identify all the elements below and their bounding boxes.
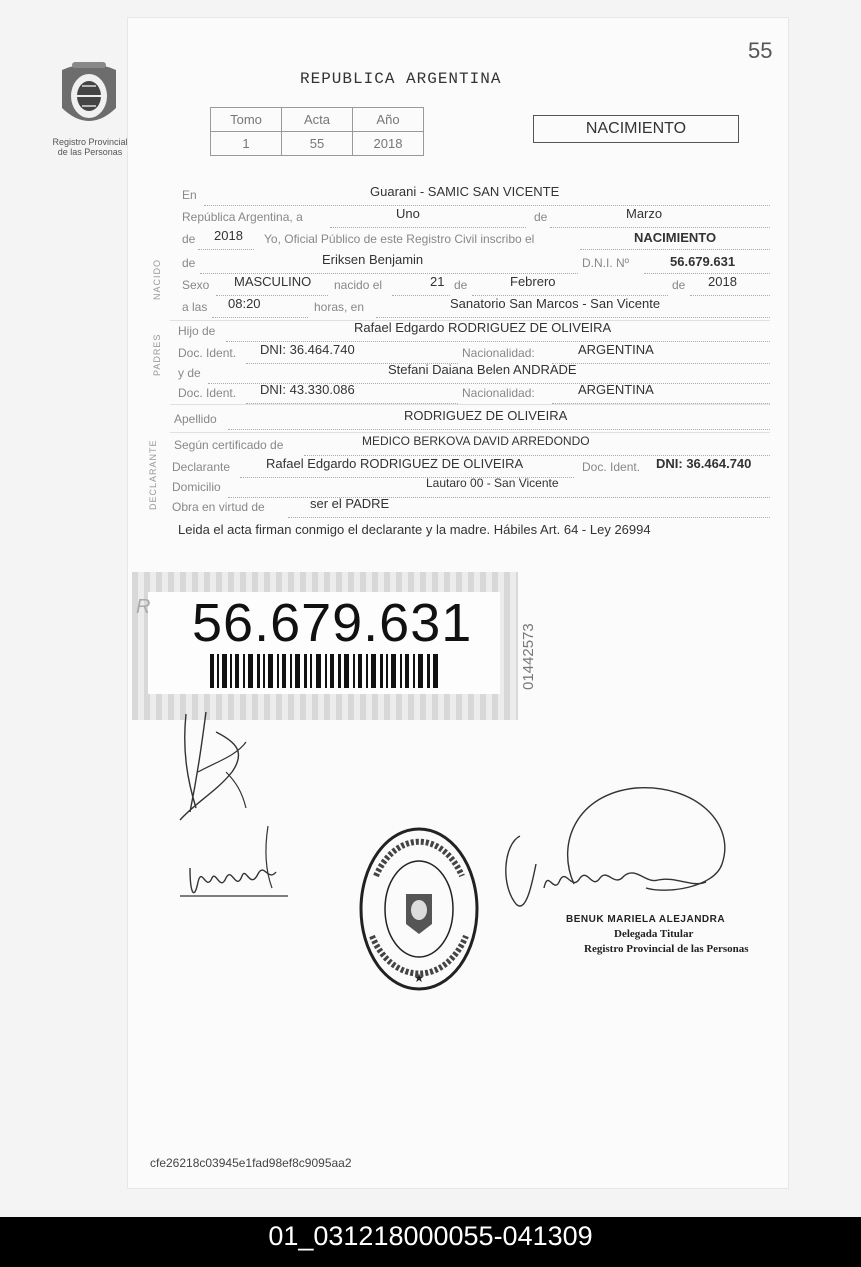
label-horas-en: horas, en: [314, 300, 365, 314]
value-name: Eriksen Benjamin: [322, 252, 424, 267]
label-y-de: y de: [178, 366, 201, 380]
label-republica: República Argentina, a: [182, 210, 303, 224]
value-birth-month: Febrero: [510, 274, 556, 289]
value-dni: 56.679.631: [670, 254, 736, 269]
label-sexo: Sexo: [182, 278, 210, 292]
official-block: [566, 912, 776, 957]
page-number: 55: [748, 38, 773, 63]
label-doc-ident: Doc. Ident.: [178, 346, 237, 360]
registry-table: [210, 107, 424, 156]
label-hijo-de: Hijo de: [178, 324, 216, 338]
side-label-nacido: NACIDO: [152, 258, 162, 300]
official-office: Registro Provincial de las Personas: [584, 943, 749, 955]
row-name: [178, 254, 770, 276]
value-year: 2018: [214, 228, 243, 243]
label-yo: Yo, Oficial Público de este Registro Civil inscribo el: [264, 232, 535, 246]
signature-mother-icon: [180, 822, 290, 908]
label-de: de: [534, 210, 548, 224]
row-date: [178, 208, 770, 230]
row-place: [178, 186, 770, 208]
svg-text:★: ★: [413, 971, 425, 985]
header-acta: Acta: [282, 108, 353, 132]
value-address: Lautaro 00 - San Vicente: [426, 476, 559, 490]
barcode-icon: [210, 654, 438, 688]
value-tomo: 1: [211, 132, 282, 156]
value-acta: 55: [282, 132, 353, 156]
value-hour: 08:20: [228, 296, 261, 311]
sticker-dni-number: 56.679.631: [192, 593, 473, 653]
row-time-place: [178, 298, 770, 320]
row-sex-birth: [178, 276, 770, 298]
label-domicilio: Domicilio: [172, 480, 221, 494]
label-apellido: Apellido: [174, 412, 217, 426]
value-declarant: Rafael Edgardo RODRIGUEZ DE OLIVEIRA: [266, 456, 524, 471]
label-de-birth-year: de: [672, 278, 686, 292]
closing-text: Leida el acta firman conmigo el declarante y la madre. Hábiles Art. 64 - Ley 26994: [178, 522, 651, 537]
row-father: [178, 322, 770, 344]
label-nacido: nacido el: [334, 278, 383, 292]
value-sexo: MASCULINO: [234, 274, 312, 289]
value-birth-day: 21: [430, 274, 445, 289]
sticker-vertical-code: 01442573: [520, 623, 537, 690]
label-segun-cert: Según certificado de: [174, 438, 284, 452]
row-year-act: [178, 230, 770, 252]
sticker-watermark: R: [136, 596, 151, 618]
value-month: Marzo: [626, 206, 663, 221]
header-tomo: Tomo: [211, 108, 282, 132]
label-de-birth-month: de: [454, 278, 468, 292]
header-ano: Año: [353, 108, 424, 132]
official-name: BENUK MARIELA ALEJANDRA: [566, 914, 726, 925]
value-mother-doc: DNI: 43.330.086: [260, 382, 355, 397]
row-capacity: [172, 496, 770, 520]
document-hash: cfe26218c03945e1fad98ef8c9095aa2: [150, 1156, 352, 1170]
value-surname: RODRIGUEZ DE OLIVEIRA: [404, 408, 568, 423]
official-role: Delegada Titular: [614, 928, 694, 940]
value-place: Guarani - SAMIC SAN VICENTE: [370, 184, 560, 199]
registry-logo: [54, 56, 124, 134]
label-declarante: Declarante: [172, 460, 231, 474]
logo-caption-line1: Registro Provincial: [52, 137, 128, 147]
label-de-year: de: [182, 232, 196, 246]
label-nacionalidad-2: Nacionalidad:: [462, 386, 535, 400]
act-type-box: NACIMIENTO: [533, 115, 739, 143]
value-day: Uno: [396, 206, 420, 221]
side-label-padres: PADRES: [152, 333, 162, 376]
value-father: Rafael Edgardo RODRIGUEZ DE OLIVEIRA: [354, 320, 612, 335]
side-label-declarante: DECLARANTE: [148, 439, 158, 510]
footer-file-id: 01_031218000055-041309: [268, 1221, 593, 1251]
value-act: NACIMIENTO: [634, 230, 717, 245]
label-nacionalidad: Nacionalidad:: [462, 346, 535, 360]
row-certificate: [174, 434, 770, 458]
row-mother-doc: [178, 384, 770, 406]
label-doc-ident-3: Doc. Ident.: [582, 460, 641, 474]
label-dni: D.N.I. Nº: [582, 256, 630, 270]
document-title: REPUBLICA ARGENTINA: [300, 70, 502, 88]
value-birth-place: Sanatorio San Marcos - San Vicente: [450, 296, 661, 311]
value-ano: 2018: [353, 132, 424, 156]
row-surname: [174, 408, 770, 432]
value-father-doc: DNI: 36.464.740: [260, 342, 355, 357]
logo-caption-line2: de las Personas: [57, 147, 123, 157]
label-doc-ident-2: Doc. Ident.: [178, 386, 237, 400]
label-obra: Obra en virtud de: [172, 500, 265, 514]
logo-caption: [40, 137, 140, 157]
value-mother: Stefani Daiana Belen ANDRADE: [388, 362, 577, 377]
label-a-las: a las: [182, 300, 208, 314]
value-mother-nat: ARGENTINA: [578, 382, 654, 397]
official-seal-icon: [358, 826, 480, 992]
label-de-name: de: [182, 256, 196, 270]
value-declarant-doc: DNI: 36.464.740: [656, 456, 752, 471]
signature-declarant-icon: [176, 712, 266, 824]
signature-official-icon: [496, 784, 736, 918]
row-address: [172, 476, 770, 500]
value-capacity: ser el PADRE: [310, 496, 390, 511]
value-certificate: MEDICO BERKOVA DAVID ARREDONDO: [362, 434, 590, 448]
value-father-nat: ARGENTINA: [578, 342, 654, 357]
label-en: En: [182, 188, 197, 202]
value-birth-year: 2018: [708, 274, 737, 289]
